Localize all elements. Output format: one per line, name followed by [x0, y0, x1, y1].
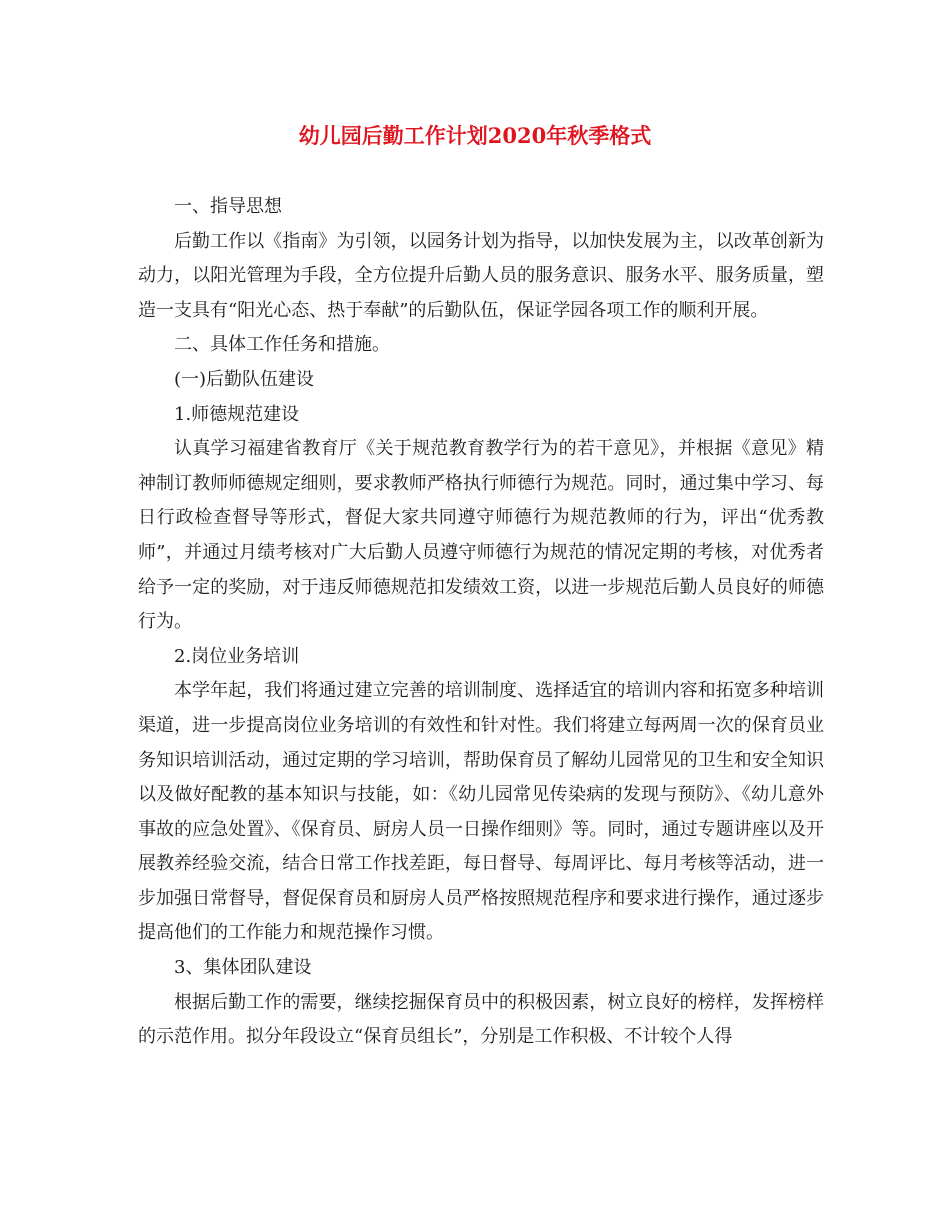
document-title: 幼儿园后勤工作计划2020年秋季格式 [298, 123, 652, 148]
heading-job-training: 2.岗位业务培训 [174, 645, 300, 667]
heading-team-building: (一)后勤队伍建设 [174, 368, 315, 390]
paragraph-job-training: 本学年起，我们将通过建立完善的培训制度、选择适宜的培训内容和拓宽多种培训渠道，进一步提高岗位业务培训的有效性和针对性。我们将建立每两周一次的保育员业务知识培训活动，通过定期的学习培训，帮助保育员了解幼儿园常见的卫生和安全知识以及做好配教的基本知识与技能，如：《幼儿园常见传染病的发现与预防》、《幼儿意外事故的应急处置》、《保育员、厨房人员一日操作细则》等。同时，通过专题讲座以及开展教养经验交流，结合日常工作找差距，每日督导、每周评比、每月考核等活动，进一步加强日常督导，督促保育员和厨房人员严格按照规范程序和要求进行操作，通过逐步提高他们的工作能力和规范操作习惯。 [138, 680, 824, 944]
paragraph-guiding-ideology: 后勤工作以《指南》为引领，以园务计划为指导，以加快发展为主，以改革创新为动力，以阳光管理为手段，全方位提升后勤人员的服务意识、服务水平、服务质量，塑造一支具有“阳光心态、热于奉献”的后勤队伍，保证学园各项工作的顺利开展。 [138, 230, 824, 321]
document-body [138, 190, 824, 1055]
paragraph-collective-team: 根据后勤工作的需要，继续挖掘保育员中的积极因素，树立良好的榜样，发挥榜样的示范作用。拟分年段设立“保育员组长”，分别是工作积极、不计较个人得 [138, 991, 824, 1048]
paragraph-ethics-standards: 认真学习福建省教育厅《关于规范教育教学行为的若干意见》，并根据《意见》精神制订教师师德规定细则，要求教师严格执行师德行为规范。同时，通过集中学习、每日行政检查督导等形式，督促大家共同遵守师德行为规范教师的行为，评出“优秀教师”，并通过月绩考核对广大后勤人员遵守师德行为规范的情况定期的考核，对优秀者给予一定的奖励，对于违反师德规范扣发绩效工资，以进一步规范后勤人员良好的师德行为。 [138, 438, 824, 633]
heading-tasks-and-measures: 二、具体工作任务和措施。 [174, 334, 390, 356]
heading-guiding-ideology: 一、指导思想 [174, 196, 282, 217]
heading-collective-team: 3、集体团队建设 [174, 957, 312, 979]
heading-ethics-standards: 1.师德规范建设 [174, 403, 300, 425]
